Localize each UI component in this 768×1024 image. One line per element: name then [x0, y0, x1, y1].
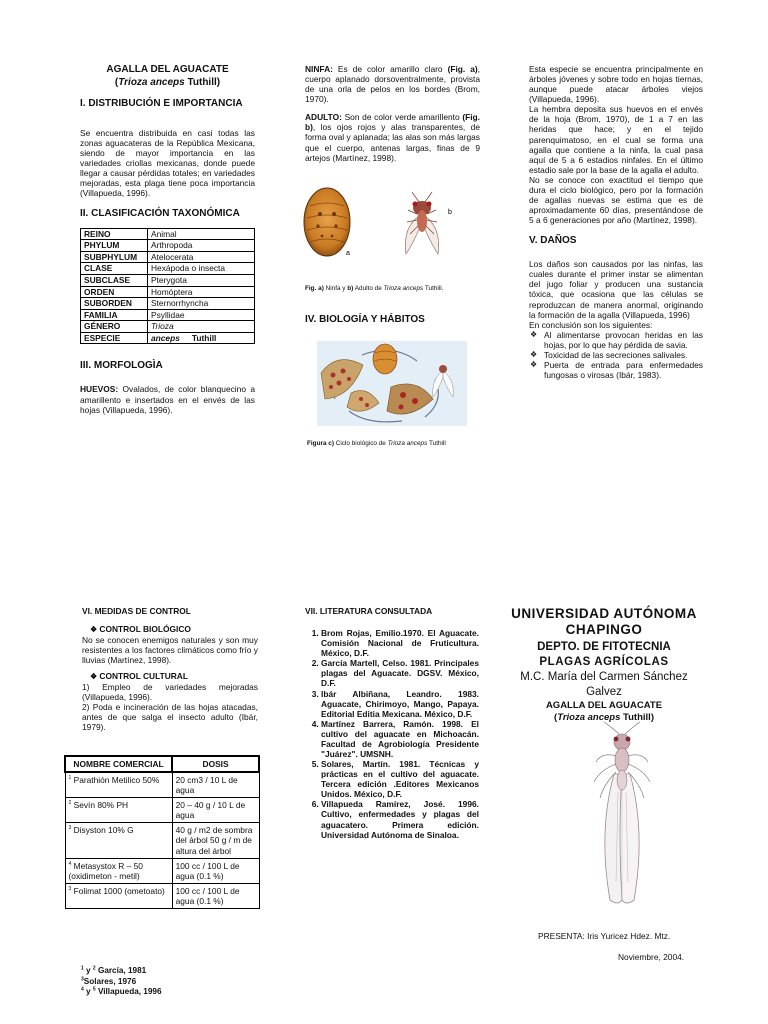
- figure-ab-caption: Fig. a) Ninfa y b) Adulto de Trioza anceps Tuthill.: [305, 285, 444, 292]
- title-species: Trioza anceps: [118, 76, 185, 88]
- danos-conclusion: En conclusión son los siguientes:: [529, 319, 653, 330]
- title: AGALLA DEL AGUACATE (Trioza anceps Tuthill): [80, 64, 255, 89]
- cover-title: AGALLA DEL AGUACATE (Trioza anceps Tuthill): [545, 699, 663, 724]
- column-2: [305, 64, 480, 163]
- taxonomy-rank: GÉNERO: [81, 321, 148, 333]
- figure-ab: [300, 186, 470, 261]
- footnote: $^3$Solares, 1976: [81, 975, 137, 986]
- nymph-cycle: [373, 344, 397, 374]
- taxonomy-value: Trioza: [148, 321, 255, 333]
- taxonomy-value: Arthropoda: [148, 240, 255, 252]
- nymph-adult-illustration: [300, 186, 470, 261]
- taxonomy-value: anceps Tuthill: [148, 332, 255, 344]
- biology-text-3: No se conoce con exactitud el tiempo que dura el ciclo biológico, pero por la formación de agallas nuevas se estima que es de aproximadamente 60 días, presentándose de 5 a 6 generaciones por año (Martínez, 1998).: [529, 174, 703, 226]
- product-name: $^3$ Folimat 1000 (ometoato): [65, 883, 172, 908]
- taxonomy-row: [81, 274, 255, 286]
- taxonomy-rank: SUBPHYLUM: [81, 251, 148, 263]
- danos-item: ❖ Toxicidad de las secreciones salivales.: [544, 350, 703, 360]
- column-1: [80, 64, 255, 415]
- nymph-drawing: [304, 188, 350, 256]
- title-author: Tuthill: [187, 76, 217, 88]
- product-name: $^2$ Sevín 80% PH: [65, 798, 172, 823]
- department: DEPTO. DE FITOTECNIA: [537, 641, 671, 654]
- taxonomy-row: [81, 332, 255, 344]
- danos-text: Los daños son causados por las ninfas, las cuales durante el primer instar se alimentan del jugo foliar y producen una sustancia tóxica, que ocasiona que las células se reproduzcan de manera anormal, originando la formación de la agalla (Villapueda, 1996): [529, 259, 703, 320]
- cultural-control-1: 1) Empleo de variedades mejoradas (Villapueda, 1996).: [82, 681, 258, 702]
- psyllid-illustration: [592, 722, 652, 907]
- taxonomy-rank: FAMILIA: [81, 309, 148, 321]
- bio-control-text: No se conocen enemigos naturales y son muy resistentes a los factores climáticos como frío y lluvias (Martínez, 1998).: [82, 634, 258, 665]
- product-dose: 40 g / m2 de sombra del árbol 50 g / m de altura del árbol: [172, 823, 259, 858]
- huevos-label: HUEVOS:: [80, 384, 119, 395]
- reference-item: 4. Martínez Barrera, Ramón. 1998. El cultivo del aguacate en Michoacán. Facultad de Agrobiología Presidente "Juárez". UMSNH.: [321, 719, 479, 759]
- fig-label-a: a: [346, 250, 350, 257]
- taxonomy-row: [81, 321, 255, 333]
- product-row: [65, 823, 259, 858]
- taxonomy-row: [81, 309, 255, 321]
- column-3: [529, 64, 703, 380]
- section-4-heading: IV. BIOLOGÍA Y HÁBITOS: [305, 314, 425, 325]
- reference-item: 3. Ibár Albiñana, Leandro. 1983. Aguacate, Chirimoyo, Mango, Papaya. Editorial Editia Mexicana. México, D.F.: [321, 689, 479, 719]
- figure-c-caption: Figura c) Ciclo biológico de Trioza anceps Tuthill: [307, 440, 446, 447]
- section-2-heading: II. CLASIFICACIÓN TAXONÓMICA: [80, 207, 240, 219]
- section-1-heading: I. DISTRIBUCIÓN E IMPORTANCIA: [80, 98, 243, 109]
- fig-label-b: b: [448, 209, 452, 216]
- cultural-control-heading: ❖ CONTROL CULTURAL: [90, 670, 188, 681]
- taxonomy-rank: SUBORDEN: [81, 298, 148, 310]
- taxonomy-rank: PHYLUM: [81, 240, 148, 252]
- product-dose: 20 – 40 g / 10 L de agua: [172, 798, 259, 823]
- reference-item: 5. Solares, Martín. 1981. Técnicas y prácticas en el cultivo del aguacate. Tercera edición .Editores Mexicanos Unidos. México, D.F.: [321, 759, 479, 799]
- section-3-heading: III. MORFOLOGÌA: [80, 360, 163, 372]
- column-4: [82, 606, 258, 732]
- taxonomy-value: Homóptera: [148, 286, 255, 298]
- bio-control-heading: ❖ CONTROL BIOLÓGICO: [90, 624, 191, 635]
- presenter: PRESENTA: Iris Yuricez Hdez. Mtz.: [538, 931, 671, 941]
- cover: [504, 606, 704, 725]
- taxonomy-rank: ORDEN: [81, 286, 148, 298]
- taxonomy-value: Psyllidae: [148, 309, 255, 321]
- ninfa-paragraph: NINFA: Es de color amarillo claro (Fig. a), cuerpo aplanado dorsoventralmente, provista de una orla de pelos en los bordes (Brom, 1970).: [305, 64, 480, 105]
- taxonomy-rank: CLASE: [81, 263, 148, 275]
- taxonomy-table: [80, 228, 255, 345]
- biology-text-1: Esta especie se encuentra principalmente en árboles jóvenes y sobre todo en hojas tiernas, aunque puede atacar árboles viejos (Villapueda, 1996).: [529, 64, 703, 105]
- section-1-text: Se encuentra distribuida en casi todas las zonas aguacateras de la República Mexicana, siendo de mayor importancia en las variedades criollas mexicanas, donde puede llegar a causar pérdidas totales; en variedades mejoradas, esta plaga tiene poca importancia (Villapueda, 1996).: [80, 128, 255, 199]
- reference-item: 6. Villapueda Ramírez, José. 1996. Cultivo, enfermedades y plagas del aguacatero. Primera edición. Universidad Autónoma de Sinaloa.: [321, 799, 479, 839]
- danos-item: ❖ Al alimentarse provocan heridas en las hojas, por lo que hay pérdida de savia.: [544, 330, 703, 350]
- teacher: M.C. María del Carmen Sánchez Galvez: [520, 671, 688, 698]
- cover-insect-figure: [592, 722, 652, 907]
- column-5: [305, 606, 479, 840]
- danos-item: ❖ Puerta de entrada para enfermedades fungosas o virosas (Ibár, 1983).: [544, 360, 703, 380]
- taxonomy-row: [81, 286, 255, 298]
- reference-item: 2. García Martell, Celso. 1981. Principales plagas del Aguacate. DGSV. México, D.F.: [321, 658, 479, 688]
- product-row: [65, 883, 259, 908]
- title-line: AGALLA DEL AGUACATE: [106, 64, 229, 75]
- product-row: [65, 798, 259, 823]
- huevos-paragraph: [80, 384, 255, 414]
- taxonomy-rank: REINO: [81, 228, 148, 240]
- taxonomy-value: Animal: [148, 228, 255, 240]
- taxonomy-row: [81, 240, 255, 252]
- section-6-heading: VI. MEDIDAS DE CONTROL: [82, 606, 191, 616]
- university-name: UNIVERSIDAD AUTÓNOMA CHAPINGO: [511, 606, 697, 637]
- reference-item: 1. Brom Rojas, Emilio.1970. El Aguacate. Comisión Nacional de Fruticultura. México, D.F.: [321, 628, 479, 658]
- subject: PLAGAS AGRÍCOLAS: [539, 656, 669, 669]
- control-products-table: [64, 755, 260, 909]
- product-row: [65, 772, 259, 798]
- header-dose: DOSIS: [172, 756, 259, 772]
- product-name: $^1$ Parathión Metilico 50%: [65, 772, 172, 798]
- life-cycle-illustration: [317, 341, 467, 426]
- taxonomy-rank: SUBCLASE: [81, 274, 148, 286]
- adult-drawing: [405, 192, 438, 254]
- taxonomy-row: [81, 263, 255, 275]
- header-name: NOMBRE COMERCIAL: [65, 756, 172, 772]
- product-name: $^3$ Disyston 10% G: [65, 823, 172, 858]
- date: Noviembre, 2004.: [618, 952, 685, 962]
- taxonomy-value: Pterygota: [148, 274, 255, 286]
- product-dose: 100 cc / 100 L de agua (0.1 %): [172, 883, 259, 908]
- danos-list: [529, 330, 703, 380]
- adulto-label: ADULTO:: [305, 112, 342, 123]
- product-row: [65, 858, 259, 883]
- product-name: $^4$ Metasystox R – 50 (oxidimeton - metil): [65, 858, 172, 883]
- footnote: $^4$ y $^5$ Villapueda, 1996: [81, 986, 162, 997]
- taxonomy-row: [81, 228, 255, 240]
- taxonomy-value: Hexápoda o insecta: [148, 263, 255, 275]
- product-dose: 20 cm3 / 10 L de agua: [172, 772, 259, 798]
- taxonomy-rank: ESPECIE: [81, 332, 148, 344]
- adulto-paragraph: ADULTO: Son de color verde amarillento (Fig. b), los ojos rojos y alas transparentes, de forma oval y aplanada; las alas son más largas que el cuerpo, antenas largas, finas de 9 artejos (Martínez, 1998).: [305, 112, 480, 163]
- footnote: $^1$ y $^2$ García, 1981: [81, 965, 147, 975]
- huevos-text: Ovalados, de color blanquecino a amarillento e insertados en el envés de las hojas (Villapueda, 1996).: [80, 384, 255, 415]
- taxonomy-row: [81, 298, 255, 310]
- taxonomy-row: [81, 251, 255, 263]
- product-dose: 100 cc / 100 L de agua (0.1 %): [172, 858, 259, 883]
- footnotes: [81, 966, 162, 998]
- section-5-heading: V. DAÑOS: [529, 235, 577, 247]
- reference-list: [305, 628, 479, 840]
- figure-c: [317, 341, 467, 426]
- cultural-control-2: 2) Poda e incineración de las hojas atacadas, antes de que salga el insecto adulto (Ibár, 1979).: [82, 701, 258, 732]
- biology-text-2: La hembra deposita sus huevos en el envés de la hoja (Brom, 1970), de 1 a 7 en las heridas que hace; y en el tejido parenquimatoso, en el cual se forma una agalla que contiene a la ninfa, la cual pasa aquí de 5 a 6 estadios ninfales. En el último estadio sale por la base de la agalla el adulto.: [529, 104, 703, 175]
- taxonomy-value: Sternorrhyncha: [148, 298, 255, 310]
- taxonomy-value: Atelocerata: [148, 251, 255, 263]
- section-7-heading: VII. LITERATURA CONSULTADA: [305, 606, 433, 616]
- ninfa-label: NINFA:: [305, 64, 333, 74]
